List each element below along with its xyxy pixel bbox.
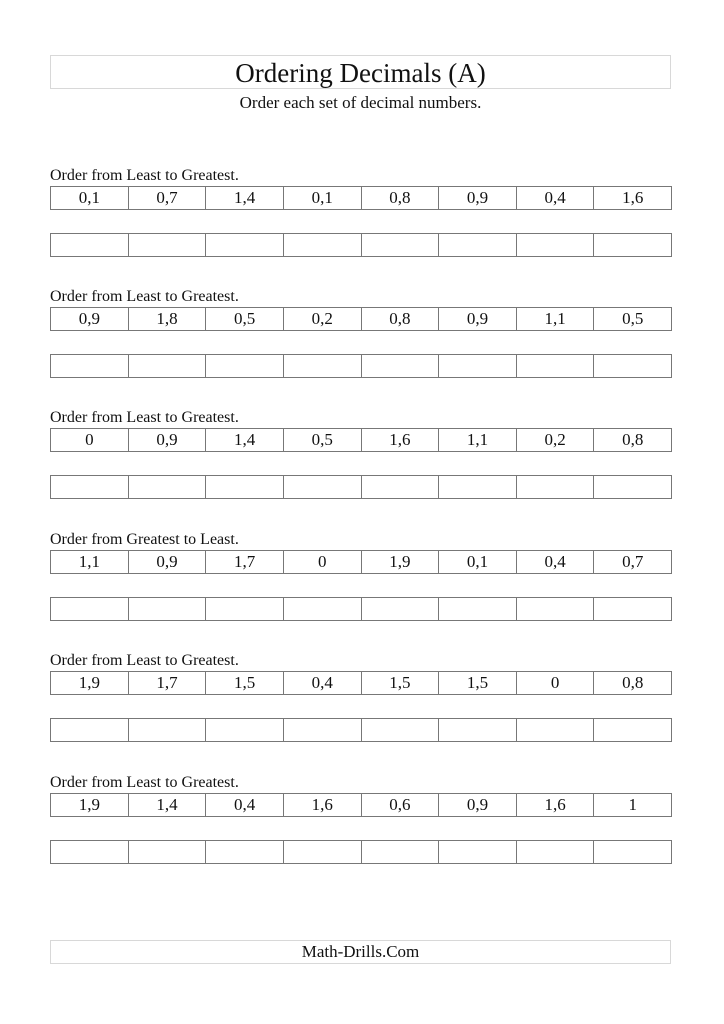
number-cell: 1,5 xyxy=(206,672,284,694)
answer-cell[interactable] xyxy=(594,719,671,741)
problem-4 xyxy=(50,530,672,621)
answer-cell[interactable] xyxy=(129,841,207,863)
answer-cell[interactable] xyxy=(51,234,129,256)
number-cell: 1,1 xyxy=(517,308,595,330)
number-cell: 1,1 xyxy=(51,551,129,573)
answer-row xyxy=(50,354,672,378)
number-cell: 0,8 xyxy=(622,673,644,692)
number-cell: 0,6 xyxy=(362,794,440,816)
number-cell: 0,2 xyxy=(517,429,595,451)
number-row xyxy=(50,428,672,452)
answer-cell[interactable] xyxy=(51,719,129,741)
number-cell: 0,9 xyxy=(439,187,517,209)
number-cell: 0,5 xyxy=(622,309,644,328)
answer-cell[interactable] xyxy=(51,355,129,377)
worksheet-subtitle: Order each set of decimal numbers. xyxy=(239,93,482,112)
number-cell: 0,9 xyxy=(51,308,129,330)
answer-cell[interactable] xyxy=(517,719,595,741)
number-cell: 0,9 xyxy=(439,794,517,816)
answer-cell[interactable] xyxy=(362,355,440,377)
problem-6 xyxy=(50,773,672,864)
answer-cell[interactable] xyxy=(439,476,517,498)
number-cell: 0,7 xyxy=(622,552,644,571)
answer-cell[interactable] xyxy=(362,476,440,498)
number-cell: 0,4 xyxy=(517,551,595,573)
number-cell: 0,9 xyxy=(129,551,207,573)
footer-credit: Math-Drills.Com xyxy=(50,940,671,964)
answer-cell[interactable] xyxy=(129,476,207,498)
answer-cell[interactable] xyxy=(594,234,671,256)
number-cell: 1,4 xyxy=(129,794,207,816)
number-cell: 0,1 xyxy=(439,551,517,573)
answer-cell[interactable] xyxy=(439,355,517,377)
number-row xyxy=(50,550,672,574)
answer-cell[interactable] xyxy=(51,476,129,498)
answer-cell[interactable] xyxy=(362,234,440,256)
number-cell: 1,6 xyxy=(517,794,595,816)
problem-instruction: Order from Greatest to Least. xyxy=(50,531,239,548)
answer-cell[interactable] xyxy=(594,476,671,498)
answer-cell[interactable] xyxy=(594,841,671,863)
answer-cell[interactable] xyxy=(129,719,207,741)
number-cell: 0,8 xyxy=(362,187,440,209)
problem-instruction: Order from Least to Greatest. xyxy=(50,652,239,669)
number-cell: 1,6 xyxy=(362,429,440,451)
number-cell: 0 xyxy=(51,429,129,451)
number-cell: 1,6 xyxy=(284,794,362,816)
answer-cell[interactable] xyxy=(284,234,362,256)
number-cell: 0,8 xyxy=(622,430,644,449)
answer-cell[interactable] xyxy=(439,719,517,741)
answer-row xyxy=(50,475,672,499)
answer-cell[interactable] xyxy=(206,476,284,498)
number-cell: 1,5 xyxy=(362,672,440,694)
answer-cell[interactable] xyxy=(517,476,595,498)
problem-instruction: Order from Least to Greatest. xyxy=(50,167,239,184)
number-cell: 0,2 xyxy=(284,308,362,330)
answer-cell[interactable] xyxy=(517,234,595,256)
number-cell: 1,5 xyxy=(439,672,517,694)
number-cell: 1,7 xyxy=(206,551,284,573)
number-cell: 1,1 xyxy=(439,429,517,451)
answer-cell[interactable] xyxy=(439,234,517,256)
answer-cell[interactable] xyxy=(51,841,129,863)
number-cell: 1,6 xyxy=(622,188,644,207)
answer-cell[interactable] xyxy=(439,598,517,620)
number-cell: 0,1 xyxy=(284,187,362,209)
number-cell: 1,9 xyxy=(51,672,129,694)
answer-cell[interactable] xyxy=(206,234,284,256)
number-cell: 1,4 xyxy=(206,187,284,209)
number-cell: 1 xyxy=(628,795,637,814)
answer-cell[interactable] xyxy=(517,598,595,620)
number-cell: 0,1 xyxy=(51,187,129,209)
answer-cell[interactable] xyxy=(51,598,129,620)
number-cell: 1,9 xyxy=(51,794,129,816)
answer-cell[interactable] xyxy=(517,841,595,863)
problem-instruction: Order from Least to Greatest. xyxy=(50,409,239,426)
answer-cell[interactable] xyxy=(284,598,362,620)
number-row xyxy=(50,307,672,331)
answer-cell[interactable] xyxy=(362,841,440,863)
number-cell: 0 xyxy=(517,672,595,694)
problem-2 xyxy=(50,287,672,378)
answer-cell[interactable] xyxy=(439,841,517,863)
answer-cell[interactable] xyxy=(362,598,440,620)
number-cell: 0,7 xyxy=(129,187,207,209)
answer-cell[interactable] xyxy=(129,234,207,256)
answer-row xyxy=(50,840,672,864)
worksheet-title: Ordering Decimals (A) xyxy=(50,55,671,89)
number-cell: 0,4 xyxy=(517,187,595,209)
problem-instruction: Order from Least to Greatest. xyxy=(50,288,239,305)
number-row xyxy=(50,186,672,210)
answer-cell[interactable] xyxy=(284,841,362,863)
answer-row xyxy=(50,718,672,742)
number-cell: 0,5 xyxy=(206,308,284,330)
answer-row xyxy=(50,597,672,621)
number-cell: 0,9 xyxy=(129,429,207,451)
answer-cell[interactable] xyxy=(284,476,362,498)
problem-instruction: Order from Least to Greatest. xyxy=(50,774,239,791)
answer-cell[interactable] xyxy=(594,598,671,620)
answer-cell[interactable] xyxy=(284,719,362,741)
answer-cell[interactable] xyxy=(362,719,440,741)
problem-5 xyxy=(50,651,672,742)
answer-row xyxy=(50,233,672,257)
number-cell: 1,9 xyxy=(362,551,440,573)
number-row xyxy=(50,793,672,817)
number-cell: 1,8 xyxy=(129,308,207,330)
problem-3 xyxy=(50,408,672,499)
answer-cell[interactable] xyxy=(206,719,284,741)
answer-cell[interactable] xyxy=(284,355,362,377)
number-cell: 0,4 xyxy=(206,794,284,816)
number-cell: 1,7 xyxy=(129,672,207,694)
number-row xyxy=(50,671,672,695)
number-cell: 1,4 xyxy=(206,429,284,451)
number-cell: 0,8 xyxy=(362,308,440,330)
number-cell: 0,4 xyxy=(284,672,362,694)
number-cell: 0,5 xyxy=(284,429,362,451)
answer-cell[interactable] xyxy=(206,355,284,377)
number-cell: 0,9 xyxy=(439,308,517,330)
answer-cell[interactable] xyxy=(517,355,595,377)
number-cell: 0 xyxy=(284,551,362,573)
answer-cell[interactable] xyxy=(206,841,284,863)
problem-1 xyxy=(50,166,672,257)
answer-cell[interactable] xyxy=(129,598,207,620)
answer-cell[interactable] xyxy=(594,355,671,377)
answer-cell[interactable] xyxy=(129,355,207,377)
answer-cell[interactable] xyxy=(206,598,284,620)
